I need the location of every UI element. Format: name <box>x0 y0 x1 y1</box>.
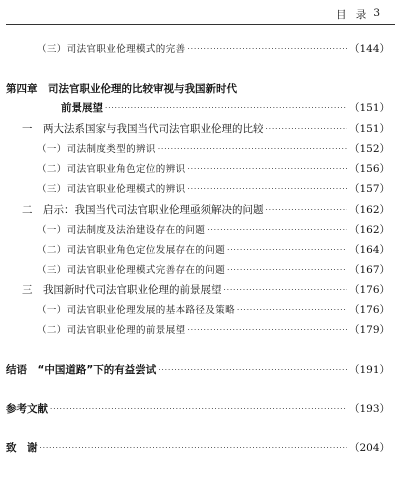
toc-entry-title: （三）司法官职业伦理模式的完善 <box>37 44 186 55</box>
chapter-heading: 第四章 司法官职业伦理的比较审视与我国新时代 <box>6 83 237 95</box>
toc-entry-title: 一 两大法系国家与我国当代司法官职业伦理的比较 <box>22 123 264 135</box>
toc-entry-page: （167） <box>348 264 390 276</box>
leader-dots <box>266 122 347 136</box>
toc-entry <box>0 283 390 297</box>
toc-entry-title: 致 谢 <box>6 442 38 454</box>
toc-entry <box>0 142 390 156</box>
toc-entry-page: （157） <box>348 183 390 195</box>
toc-entry <box>0 263 390 277</box>
leader-dots <box>207 223 347 237</box>
leader-dots <box>105 101 347 115</box>
toc-entry-page: （162） <box>348 224 390 236</box>
toc-entry <box>0 441 390 455</box>
toc-entry-title: （一）司法制度类型的辨识 <box>37 144 156 155</box>
header-rule <box>6 24 395 25</box>
running-header <box>336 7 383 22</box>
leader-dots <box>40 441 347 455</box>
leader-dots <box>237 303 347 317</box>
toc-entry <box>0 303 390 317</box>
toc-entry-title: （一）司法官职业伦理发展的基本路径及策略 <box>37 305 236 316</box>
toc-entry-title: 二 启示：我国当代司法官职业伦理亟须解决的问题 <box>22 204 264 216</box>
toc-entry-page: （204） <box>348 442 390 454</box>
toc-entry-page: （179） <box>348 324 390 336</box>
toc-entry-title: （三）司法官职业伦理模式完善存在的问题 <box>37 265 226 276</box>
toc-entry-title: 三 我国新时代司法官职业伦理的前景展望 <box>22 284 222 296</box>
toc-entry-page: （151） <box>348 102 390 114</box>
leader-dots <box>227 263 347 277</box>
toc-entry <box>0 203 390 217</box>
leader-dots <box>224 283 347 297</box>
toc-entry <box>0 101 390 115</box>
toc-entry-page: （151） <box>348 123 390 135</box>
toc-entry-page: （191） <box>348 364 390 376</box>
leader-dots <box>188 162 347 176</box>
toc-entry-page: （193） <box>348 403 390 415</box>
leader-dots <box>188 42 347 56</box>
leader-dots <box>266 203 347 217</box>
toc-entry-title: （一）司法制度及法治建设存在的问题 <box>37 225 206 236</box>
leader-dots <box>158 363 347 377</box>
toc-entry-title: 结语 “中国道路”下的有益尝试 <box>6 364 157 376</box>
toc-entry-title: （二）司法官职业伦理的前景展望 <box>37 325 186 336</box>
header-section-label: 目 录 <box>335 9 370 21</box>
leader-dots <box>188 323 347 337</box>
toc-entry-title: （二）司法官职业角色定位发展存在的问题 <box>37 245 226 256</box>
toc-entry <box>0 223 390 237</box>
toc-entry-page: （164） <box>348 244 390 256</box>
toc-entry-page: （176） <box>348 284 390 296</box>
toc-entry <box>0 402 390 416</box>
toc-entry-title: （二）司法官职业角色定位的辨识 <box>37 164 186 175</box>
leader-dots <box>227 243 347 257</box>
toc-entry <box>0 162 390 176</box>
toc-entry <box>0 182 390 196</box>
toc-entry-page: （144） <box>348 43 390 55</box>
toc-entry-page: （156） <box>348 163 390 175</box>
toc-entry-page: （176） <box>348 304 390 316</box>
toc-entry <box>0 122 390 136</box>
toc-entry-title: （三）司法官职业伦理模式的辨识 <box>37 184 186 195</box>
toc-entry <box>0 323 390 337</box>
leader-dots <box>50 402 347 416</box>
toc-entry-page: （162） <box>348 204 390 216</box>
toc-entry-title: 参考文献 <box>6 403 48 415</box>
header-page-number: 3 <box>373 7 383 19</box>
toc-entry-page: （152） <box>348 143 390 155</box>
leader-dots <box>188 182 347 196</box>
leader-dots <box>158 142 347 156</box>
toc-entry <box>0 363 390 377</box>
toc-entry-title: 前景展望 <box>61 102 103 114</box>
toc-entry <box>0 42 390 56</box>
toc-entry <box>0 243 390 257</box>
